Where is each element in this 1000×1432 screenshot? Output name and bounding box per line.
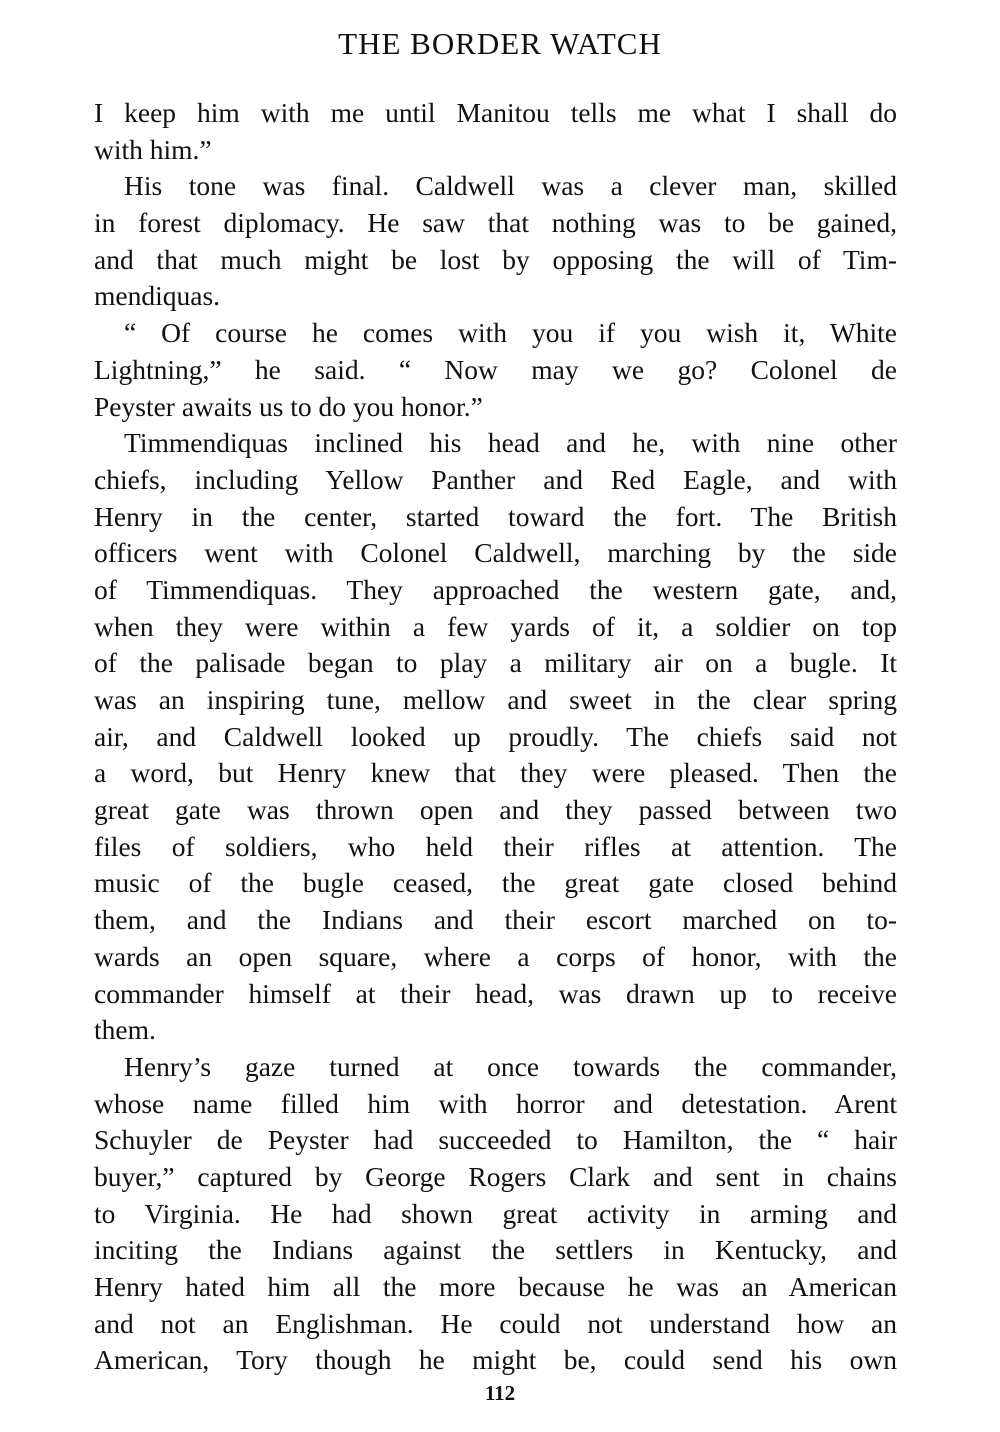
text-line: wards an open square, where a corps of honor, with the [94,940,897,972]
text-line: of the palisade began to play a military air on a bugle. It [94,647,897,679]
text-line: air, and Caldwell looked up proudly. The chiefs said not [94,720,897,752]
text-line: I keep him with me until Manitou tells me what I shall do [94,97,897,128]
text-line: Henry in the center, started toward the fort. The British [94,500,897,532]
text-line: and that much might be lost by opposing the will of Tim- [94,243,897,275]
text-line: when they were within a few yards of it, a soldier on top [94,610,897,642]
text-line: and not an Englishman. He could not understand how an [94,1307,897,1339]
body-text [94,95,897,1379]
text-line: officers went with Colonel Caldwell, marching by the side [94,537,897,569]
text-line: “ Of course he comes with you if you wish it, White [124,317,897,349]
text-line: buyer,” captured by George Rogers Clark and sent in chains [94,1160,897,1192]
text-line: music of the bugle ceased, the great gate closed behind [94,867,897,899]
paragraph [94,425,897,1049]
running-head: THE BORDER WATCH [338,26,662,61]
text-line: whose name filled him with horror and detestation. Arent [94,1087,897,1119]
text-line: Henry hated him all the more because he was an American [94,1271,897,1302]
text-line: them, and the Indians and their escort marched on to- [94,904,897,936]
text-line: great gate was thrown open and they passed between two [94,794,897,826]
text-line: in forest diplomacy. He saw that nothing was to be gained, [94,207,897,239]
text-line: mendiquas. [94,280,221,312]
text-line: American, Tory though he might be, could send his own [94,1344,897,1376]
text-line: Peyster awaits us to do you honor.” [94,390,483,422]
text-line: was an inspiring tune, mellow and sweet in the clear spring [94,684,897,715]
text-line: them. [94,1014,156,1046]
text-line: commander himself at their head, was drawn up to receive [94,977,897,1009]
text-line: files of soldiers, who held their rifles at attention. The [94,830,897,862]
text-line: inciting the Indians against the settlers in Kentucky, and [94,1234,897,1266]
text-line: chiefs, including Yellow Panther and Red Eagle, and with [94,463,897,495]
paragraph [94,168,897,315]
text-line: to Virginia. He had shown great activity in arming and [94,1197,897,1229]
paragraph [94,1049,897,1379]
paragraph [94,95,897,168]
text-line: Schuyler de Peyster had succeeded to Hamilton, the “ hair [94,1124,897,1156]
text-line: of Timmendiquas. They approached the western gate, and, [94,573,897,605]
text-line: with him.” [94,133,212,165]
text-line: Lightning,” he said. “ Now may we go? Colonel de [94,353,897,385]
text-line: Timmendiquas inclined his head and he, with nine other [124,427,897,459]
paragraph [94,315,897,425]
page-number: 112 [484,1381,516,1405]
text-line: Henry’s gaze turned at once towards the commander, [124,1050,897,1082]
text-line: His tone was final. Caldwell was a clever man, skilled [124,170,897,202]
text-line: a word, but Henry knew that they were pleased. Then the [94,757,897,789]
